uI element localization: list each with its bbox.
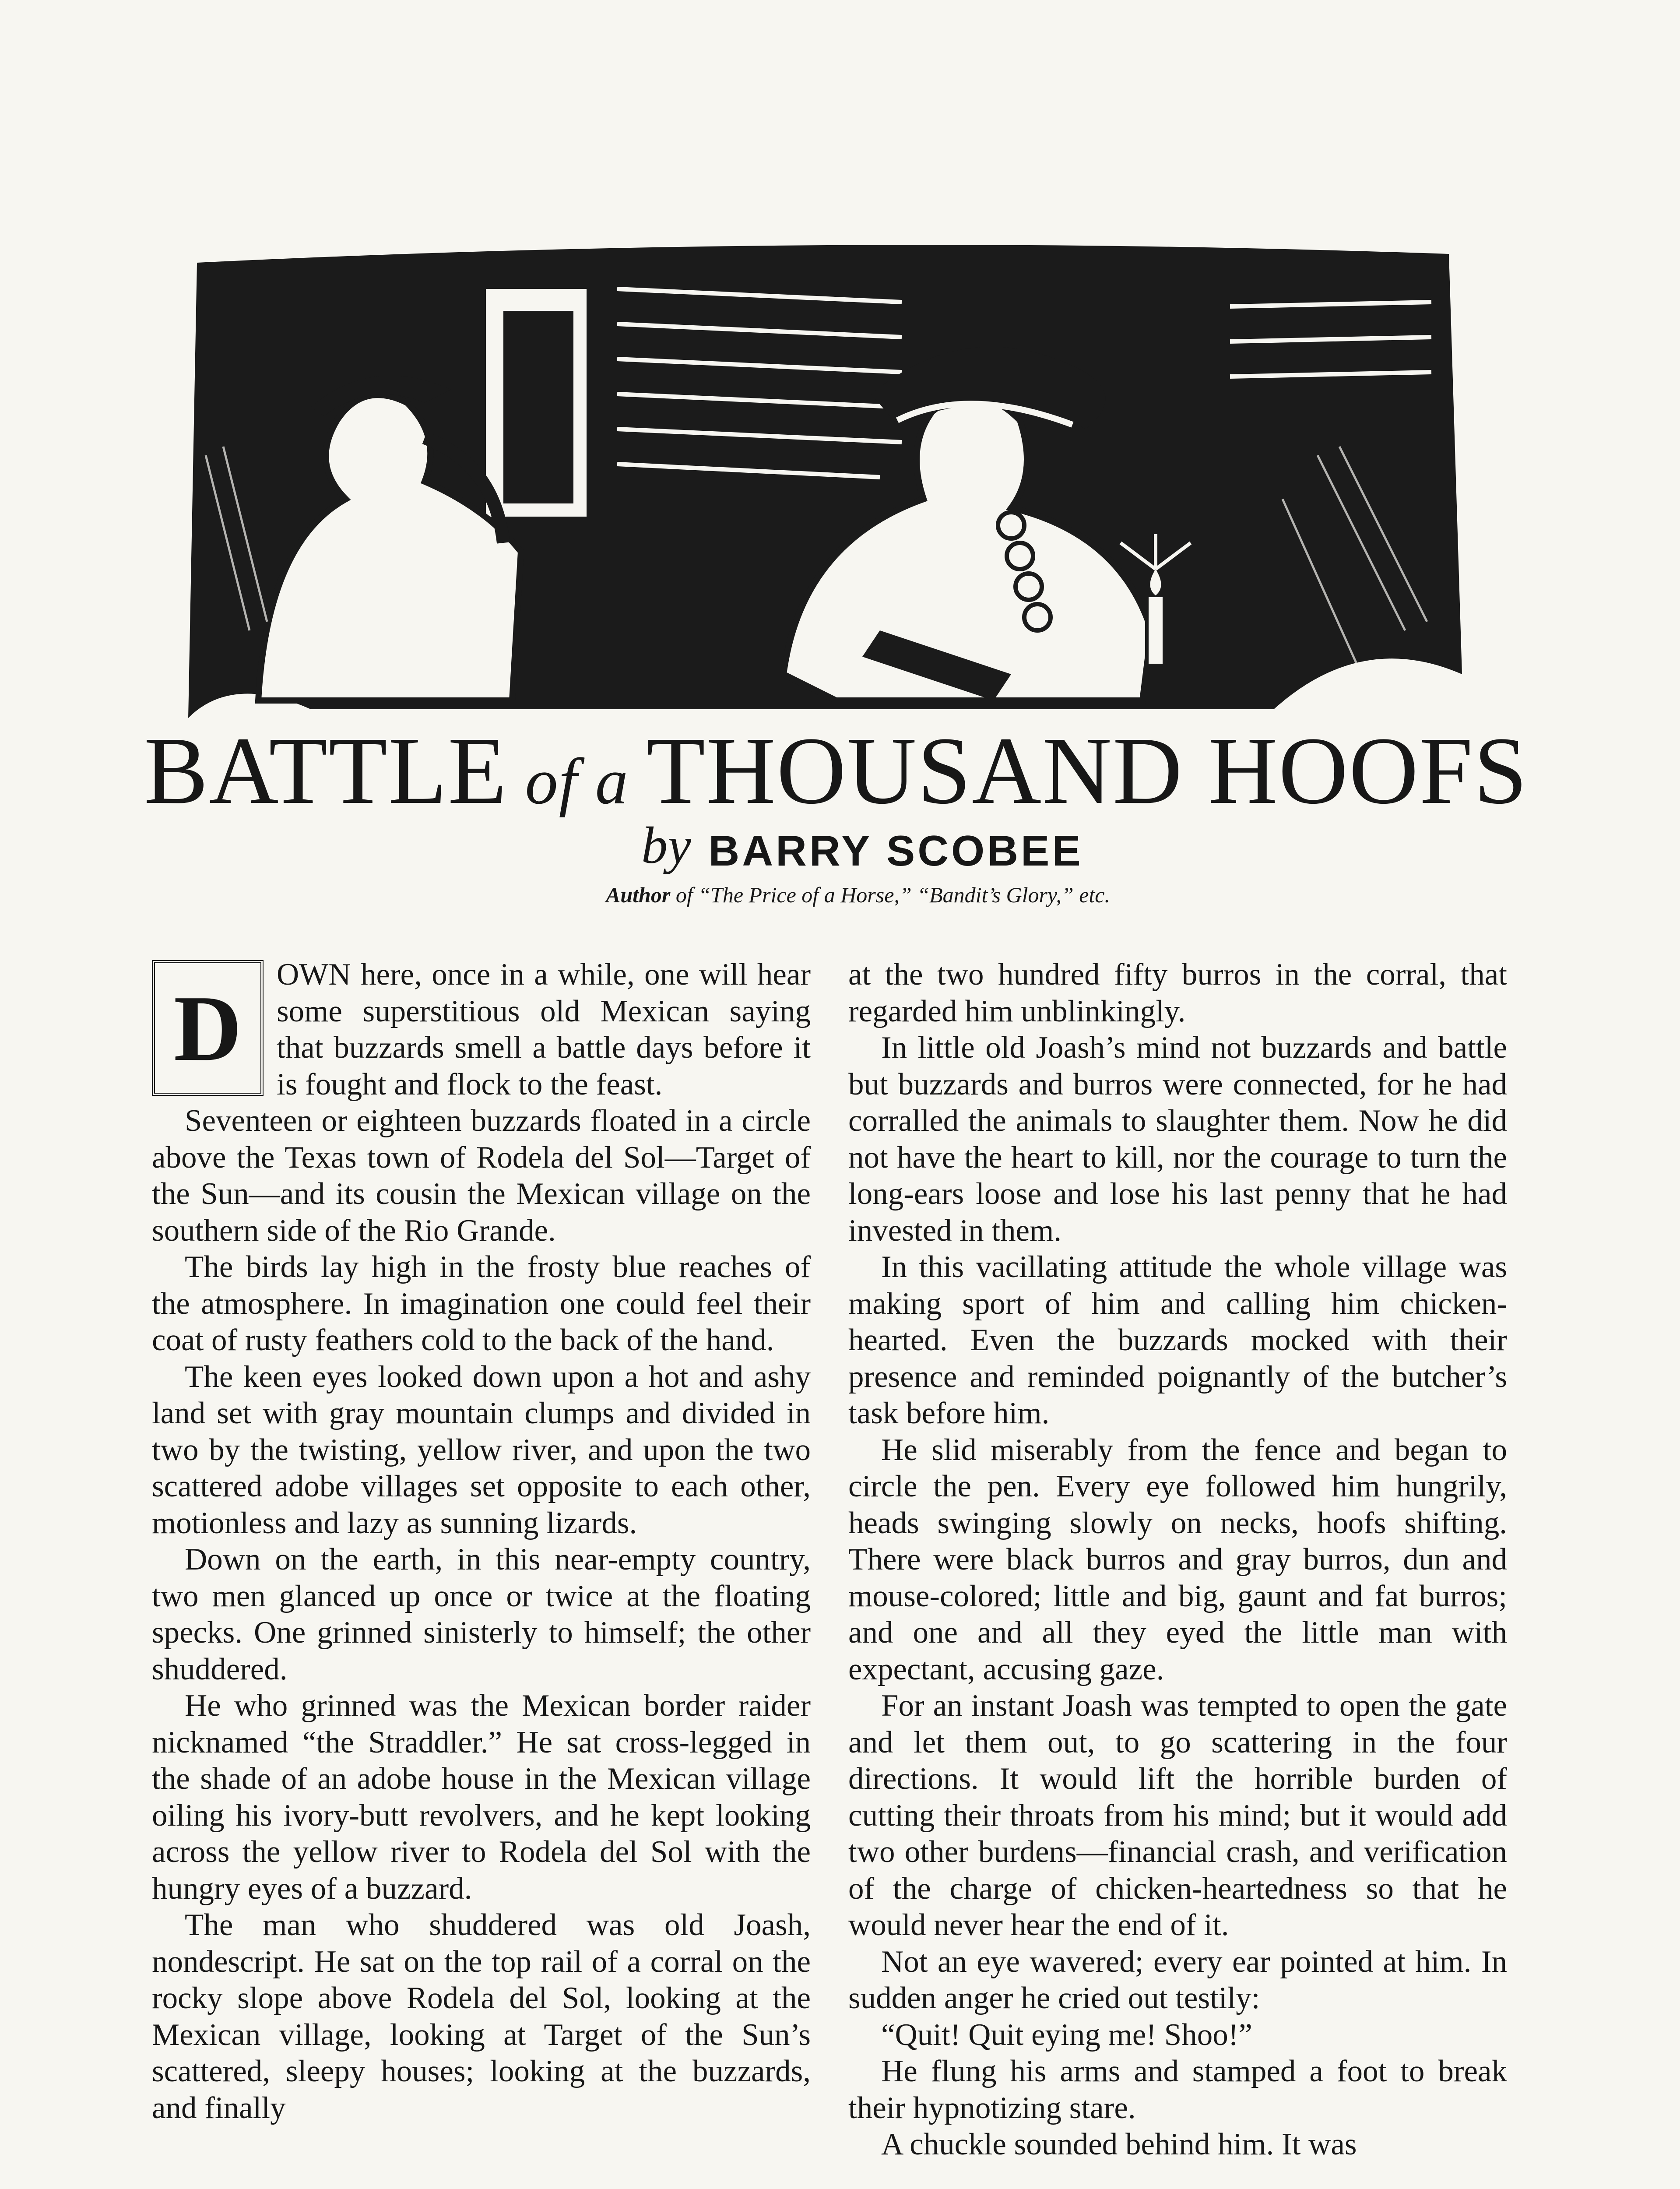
left-column	[152, 957, 811, 2189]
paragraph: The keen eyes looked down upon a hot and ashy land set with gray mountain clumps and divided in two by the twisting, yellow river, and upon the two scattered adobe villages set opposite to each other, motionless and lazy as sunning lizards.	[152, 1359, 811, 1540]
paragraph: The man who shuddered was old Joash, nondescript. He sat on the top rail of a corral on the rocky slope above Rodela del Sol, looking at the Mexican village, looking at Target of the Sun’s scattered, sleepy houses; looking at the buzzards, and finally	[152, 1908, 811, 2125]
credit-label: Author	[606, 883, 671, 907]
story-title	[144, 717, 1529, 824]
title-of: of a	[525, 745, 629, 818]
paragraph: He flung his arms and stamped a foot to break their hypnotizing stare.	[848, 2054, 1507, 2125]
paragraph: Not an eye wavered; every ear pointed at him. In sudden anger he cried out testily:	[848, 1944, 1507, 2015]
western-scene-illustration-icon	[179, 236, 1471, 722]
story-illustration	[179, 236, 1471, 722]
author-credit	[464, 882, 1252, 913]
paragraph: at the two hundred fifty burros in the corral, that regarded him unblinkingly.	[848, 957, 1507, 1028]
paragraph: Down on the earth, in this near-empty country, two men glanced up once or twice at the floating specks. One grinned sinisterly to himself; the other shuddered.	[152, 1542, 811, 1686]
paragraph: A chuckle sounded behind him. It was	[881, 2127, 1357, 2161]
right-column	[848, 957, 1507, 2189]
paragraph: He who grinned was the Mexican border raider nicknamed “the Straddler.” He sat cross-legged in the shade of an adobe house in the Mexican village oiling his ivory-butt revolvers, and he kept looking across the yellow river to Rodela del Sol with the hungry eyes of a buzzard.	[152, 1689, 811, 1906]
paragraph: For an instant Joash was tempted to open the gate and let them out, to go scattering in the four directions. It would lift the horrible burden of cutting their throats from his mind; but it would add two other burdens—financial crash, and verification of the charge of chicken-heartedness so that he would never hear the end of it.	[848, 1689, 1507, 1942]
paragraph: OWN here, once in a while, one will hear some superstitious old Mexican saying that buzzards smell a battle days before it is fought and flock to the feast.	[277, 957, 811, 1102]
paragraph: He slid miserably from the fence and began to circle the pen. Every eye followed him hungrily, heads swinging slowly on necks, hoofs shifting. There were black burros and gray burros, dun and mouse-colored; little and big, gaunt and fat burros; and one and all they eyed the little man with expectant, accusing gaze.	[848, 1432, 1507, 1686]
title-part-2: THOUSAND HOOFS	[646, 717, 1529, 824]
paragraph: In this vacillating attitude the whole village was making sport of him and calling him chicken-hearted. Even the buzzards mocked with their presence and reminded poignantly of the butcher’s task before him.	[848, 1250, 1507, 1430]
paragraph: In little old Joash’s mind not buzzards and battle but buzzards and burros were connected, for he had corralled the animals to slaughter them. Now he did not have the heart to kill, nor the courage to turn the long-ears loose and lose his last penny that he had invested in them.	[848, 1031, 1507, 1248]
drop-cap: D	[152, 960, 264, 1096]
author-name: BARRY SCOBEE	[708, 827, 1083, 875]
paragraph: Seventeen or eighteen buzzards floated in a circle above the Texas town of Rodela del Sol—Target of the Sun—and its cousin the Mexican village on the southern side of the Rio Grande.	[152, 1104, 811, 1248]
byline-prefix: by	[641, 816, 691, 874]
title-part-1: BATTLE	[144, 717, 508, 824]
credit-text: of “The Price of a Horse,” “Bandit’s Glory,” etc.	[675, 883, 1110, 907]
paragraph: The birds lay high in the frosty blue reaches of the atmosphere. In imagination one could feel their coat of rusty feathers cold to the back of the hand.	[152, 1250, 811, 1357]
paragraph: “Quit! Quit eying me! Shoo!”	[881, 2017, 1252, 2052]
byline	[534, 814, 1191, 876]
